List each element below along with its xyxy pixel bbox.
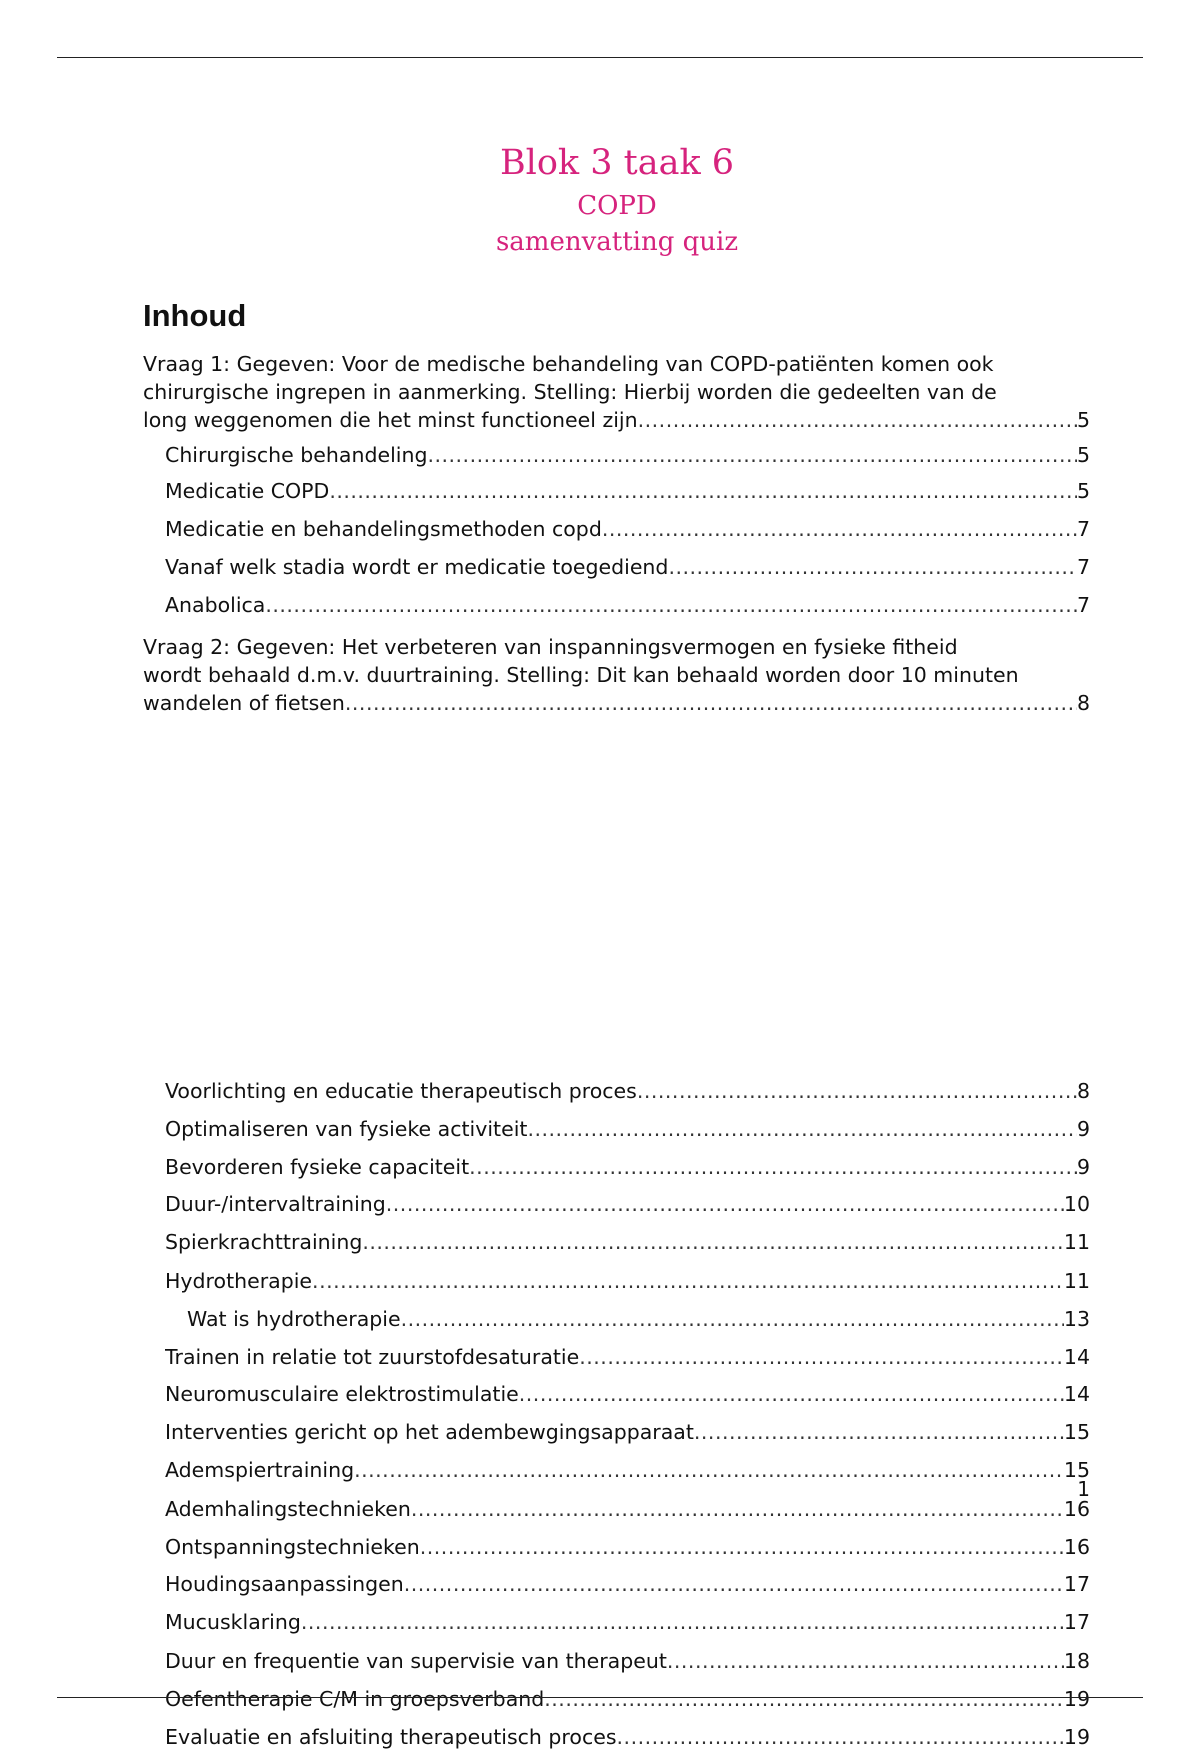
toc-entry-line: Vraag 1: Gegeven: Voor de medische behandeling van COPD-patiënten komen ook [143,352,994,376]
toc-page-number: 7 [1076,517,1090,541]
toc-entry-label: Spierkrachttraining [165,1230,363,1254]
toc-entry-label: Bevorderen fysieke capaciteit [165,1155,470,1179]
toc-page-number: 9 [1076,1155,1090,1179]
toc-leader-dots [637,1077,1077,1105]
header-rule [57,57,1143,58]
document-subtitle-secondary: samenvatting quiz [495,227,739,257]
toc-leader-dots [301,1608,1064,1636]
toc-entry-duur-frequentie-supervisie[interactable] [165,1647,1090,1675]
toc-entry-line: wordt behaald d.m.v. duurtraining. Stelling: Dit kan behaald worden door 10 minuten [143,663,1019,687]
toc-entry-neuromusculaire-elektrostimulatie[interactable] [165,1380,1090,1408]
toc-page-number: 15 [1063,1420,1090,1444]
toc-leader-dots [401,1305,1064,1333]
toc-entry-label: Chirurgische behandeling [165,443,428,467]
toc-entry-spierkrachttraining[interactable] [165,1228,1090,1256]
document-title: Blok 3 taak 6 [499,143,735,183]
toc-leader-dots [345,689,1077,717]
toc-entry-medicatie-copd[interactable] [165,477,1090,505]
toc-entry-label: Ademspiertraining [165,1458,355,1482]
toc-entry-line: wandelen of fietsen [143,691,345,715]
toc-leader-dots [694,1418,1064,1446]
toc-entry-label: Ademhalingstechnieken [165,1497,411,1521]
toc-page-number: 19 [1063,1725,1090,1749]
toc-page-number: 17 [1063,1572,1090,1596]
toc-entry-label: Evaluatie en afsluiting therapeutisch proces [165,1725,617,1749]
toc-page-number: 5 [1076,443,1090,467]
toc-entry-line: chirurgische ingrepen in aanmerking. Stelling: Hierbij worden die gedeelten van de [143,380,997,404]
toc-entry-label: Ontspanningstechnieken [165,1535,420,1559]
toc-leader-dots [579,1343,1064,1371]
toc-entry-label: Houdingsaanpassingen [165,1572,404,1596]
footer-rule [57,1697,1143,1698]
toc-entry-hydrotherapie[interactable] [165,1267,1090,1295]
toc-page-number: 9 [1076,1117,1090,1141]
toc-page-number: 5 [1076,479,1090,503]
toc-leader-dots [469,1153,1077,1181]
toc-page-number: 7 [1076,555,1090,579]
toc-page-number: 16 [1063,1535,1090,1559]
toc-leader-dots [354,1456,1064,1484]
toc-page-number: 19 [1063,1687,1090,1711]
toc-entry-line: Vraag 2: Gegeven: Het verbeteren van inspanningsvermogen en fysieke fitheid [143,635,958,659]
toc-entry-ademspiertraining[interactable] [165,1456,1090,1484]
toc-page-number: 8 [1076,1079,1090,1103]
toc-leader-dots [638,406,1077,434]
toc-leader-dots [411,1495,1064,1523]
toc-entry-ademhalingstechnieken[interactable] [165,1495,1090,1523]
toc-entry-label: Hydrotherapie [165,1269,313,1293]
toc-leader-dots [602,515,1077,543]
toc-leader-dots [427,441,1076,469]
toc-page-number: 14 [1063,1382,1090,1406]
document-subtitle: COPD [577,191,657,221]
toc-leader-dots [667,1647,1064,1675]
toc-entry-label: Interventies gericht op het adembewgingsapparaat [165,1420,694,1444]
toc-entry-voorlichting-en-educatie[interactable] [165,1077,1090,1105]
toc-leader-dots [329,477,1077,505]
page-number: 1 [1077,1477,1090,1501]
toc-leader-dots [617,1723,1064,1751]
toc-leader-dots [265,591,1077,619]
toc-page-number: 18 [1063,1649,1090,1673]
toc-leader-dots [527,1115,1077,1143]
toc-entry-label: Medicatie COPD [165,479,330,503]
toc-leader-dots [544,1685,1064,1713]
toc-leader-dots [404,1570,1064,1598]
toc-page-number: 5 [1076,408,1090,432]
toc-entry-oefentherapie-groepsverband[interactable] [165,1685,1090,1713]
toc-heading: Inhoud [143,298,247,333]
toc-entry-houdingsaanpassingen[interactable] [165,1570,1090,1598]
toc-leader-dots [362,1228,1064,1256]
toc-entry-wat-is-hydrotherapie[interactable] [187,1305,1090,1333]
toc-page-number: 15 [1063,1458,1090,1482]
toc-entry-label: Optimaliseren van fysieke activiteit [165,1117,528,1141]
toc-entry-duur-intervaltraining[interactable] [165,1190,1090,1218]
toc-leader-dots [420,1533,1064,1561]
toc-entry-label: Medicatie en behandelingsmethoden copd [165,517,602,541]
toc-page-number: 10 [1063,1192,1090,1216]
toc-page-number: 16 [1063,1497,1090,1521]
title-block [0,140,1200,260]
toc-entry-evaluatie-en-afsluiting[interactable] [165,1723,1090,1751]
toc-entry-label: Duur-/intervaltraining [165,1192,386,1216]
toc-entry-label: Voorlichting en educatie therapeutisch proces [165,1079,637,1103]
toc-entry-chirurgische-behandeling[interactable] [165,441,1090,469]
toc-entry-label: Vanaf welk stadia wordt er medicatie toegediend [165,555,669,579]
toc-entry-ontspanningstechnieken[interactable] [165,1533,1090,1561]
toc-entry-label: Mucusklaring [165,1610,301,1634]
toc-entry-label: Duur en frequentie van supervisie van therapeut [165,1649,667,1673]
toc-page-number: 11 [1063,1230,1090,1254]
toc-page-number: 14 [1063,1345,1090,1369]
toc-entry-label: Oefentherapie C/M in groepsverband [165,1687,545,1711]
toc-entry-anabolica[interactable] [165,591,1090,619]
toc-leader-dots [386,1190,1064,1218]
toc-entry-line: long weggenomen die het minst functioneel zijn [143,408,638,432]
toc-page-number: 11 [1063,1269,1090,1293]
toc-entry-optimaliseren-fysieke-activiteit[interactable] [165,1115,1090,1143]
toc-entry-interventies-adembewgingsapparaat[interactable] [165,1418,1090,1446]
toc-entry-label: Trainen in relatie tot zuurstofdesaturatie [165,1345,580,1369]
toc-entry-label: Wat is hydrotherapie [187,1307,401,1331]
toc-leader-dots [312,1267,1064,1295]
toc-page-number: 17 [1063,1610,1090,1634]
toc-entry-medicatie-en-behandelingsmethoden[interactable] [165,515,1090,543]
toc-entry-vraag-1[interactable] [143,350,1090,434]
toc-page-number: 8 [1076,691,1090,715]
toc-leader-dots [668,553,1077,581]
toc-page-number: 13 [1063,1307,1090,1331]
toc-entry-vanaf-welk-stadia[interactable] [165,553,1090,581]
toc-leader-dots [519,1380,1064,1408]
toc-entry-label: Neuromusculaire elektrostimulatie [165,1382,519,1406]
toc-entry-mucusklaring[interactable] [165,1608,1090,1636]
toc-entry-label: Anabolica [165,593,266,617]
toc-page-number: 7 [1076,593,1090,617]
toc-entry-bevorderen-fysieke-capaciteit[interactable] [165,1153,1090,1181]
toc-entry-trainen-zuurstofdesaturatie[interactable] [165,1343,1090,1371]
toc-entry-vraag-2[interactable] [143,633,1090,717]
